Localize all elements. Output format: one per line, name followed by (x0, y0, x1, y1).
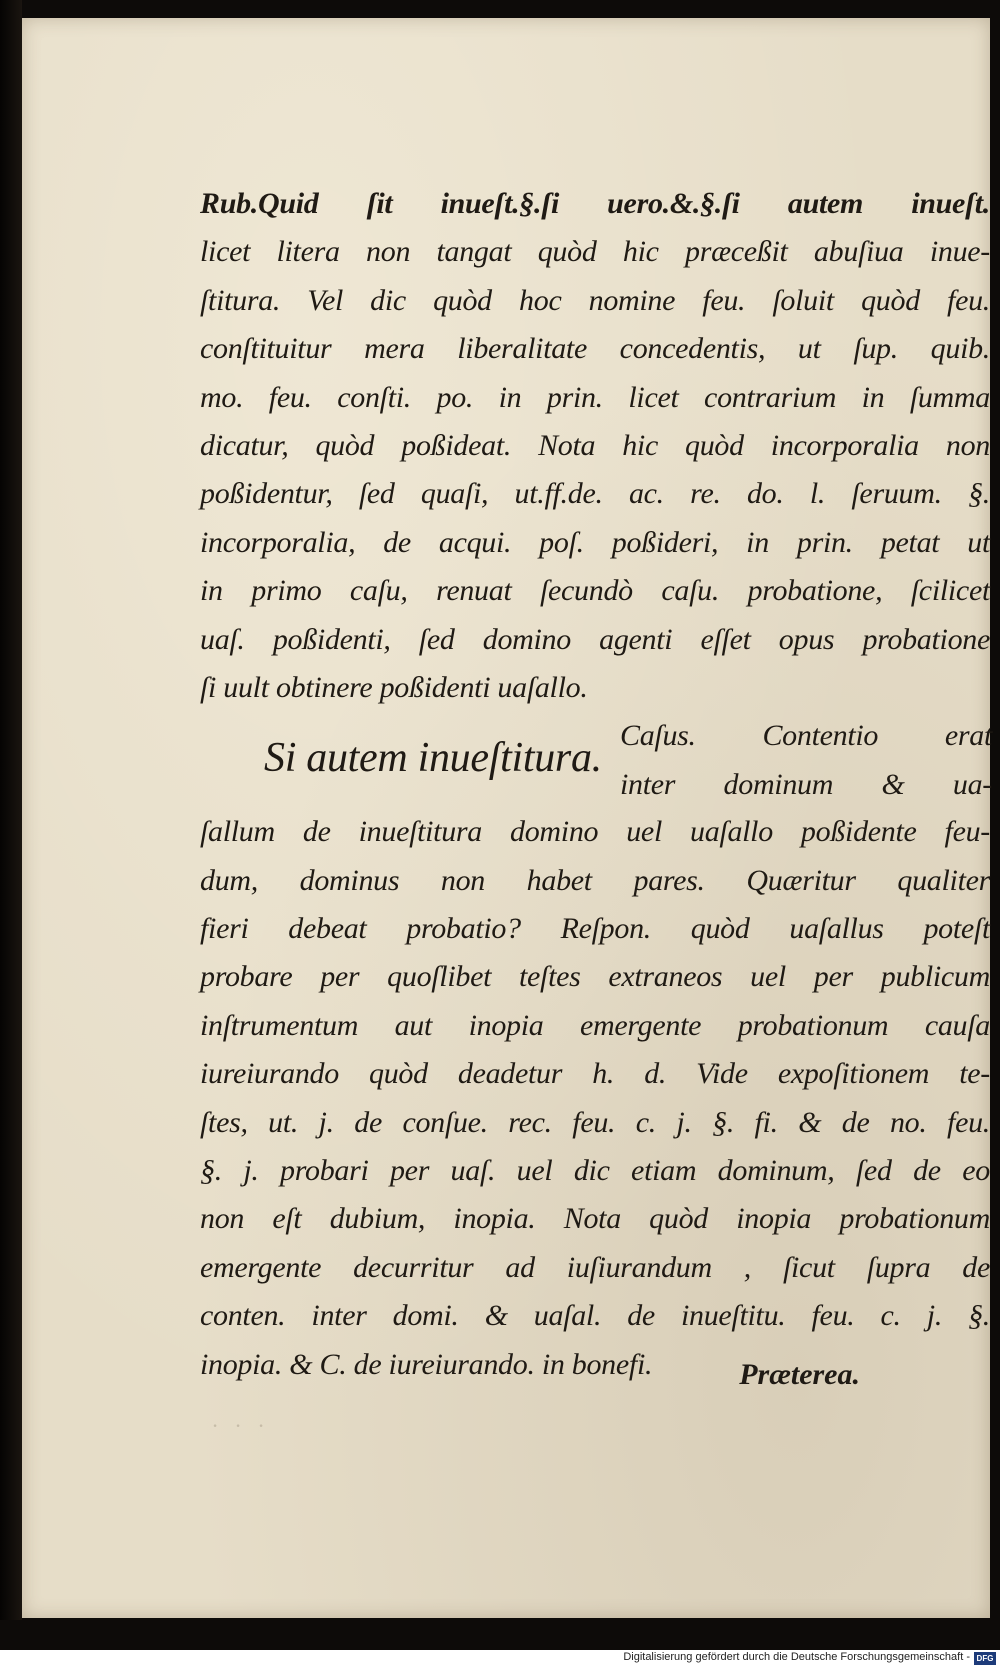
text-line: mo. feu. conſti. po. in prin. licet contrarium in ſumma (200, 380, 990, 414)
text-line: dum, dominus non habet pares. Quæritur qualiter (200, 863, 990, 897)
text-line: licet litera non tangat quòd hic præceßit abuſiua inue- (200, 235, 990, 269)
text-line: non eſt dubium, inopia. Nota quòd inopia probationum (200, 1202, 990, 1236)
show-through-ink: · · · (212, 1413, 270, 1438)
text-line: inopia. & C. de iureiurando. in bonefi. (200, 1347, 653, 1381)
text-line: ſtes, ut. j. de conſue. rec. feu. c. j. §. fi. & de no. feu. (200, 1105, 990, 1139)
text-line: ſi uult obtinere poßidenti uaſallo. (200, 670, 588, 704)
text-line: dicatur, quòd poßideat. Nota hic quòd incorporalia non (200, 428, 990, 462)
running-header: Rub.Quid ſit inueſt.§.ſi uero.&.§.ſi autem inueſt. (200, 187, 990, 220)
text-line: emergente decurritur ad iuſiurandum , ſicut ſupra de (200, 1250, 990, 1284)
digitization-footer (0, 1650, 1000, 1668)
text-line: conſtituitur mera liberalitate concedentis, ut ſup. quib. (200, 332, 990, 366)
text-line: ſallum de inueſtitura domino uel uaſallo poßidente feu- (200, 815, 990, 849)
text-line: poßidentur, ſed quaſi, ut.ff.de. ac. re. do. l. ſeruum. §. (200, 477, 990, 511)
text-line: in primo caſu, renuat ſecundò caſu. probatione, ſcilicet (200, 574, 990, 608)
text-line: uaſ. poßidenti, ſed domino agenti eſſet opus probatione (200, 622, 990, 656)
casus-intro (620, 712, 992, 809)
text-line: ſtitura. Vel dic quòd hoc nomine feu. ſoluit quòd feu. (200, 283, 990, 317)
rubric-heading (200, 712, 990, 808)
footer-credit: Digitalisierung gefördert durch die Deutsche Forschungsgemeinschaft - (623, 1651, 970, 1663)
text-line: iureiurando quòd deadetur h. d. Vide expoſitionem te- (200, 1057, 990, 1091)
paragraph-2 (200, 808, 990, 1389)
dfg-logo: DFG (974, 1652, 996, 1665)
paragraph-1 (200, 228, 990, 712)
text-line: conten. inter domi. & uaſal. de inueſtitu. feu. c. j. §. (200, 1299, 990, 1333)
book-page (22, 18, 990, 1618)
text-line: incorporalia, de acqui. poſ. poßideri, in prin. petat ut (200, 525, 990, 559)
text-line: inter dominum & ua- (620, 767, 992, 801)
lemma-heading: Si autem inueſtitura. (264, 735, 602, 782)
catchword: Præterea. (739, 1358, 860, 1391)
dark-scan-margin (0, 0, 22, 1620)
text-line: fieri debeat probatio? Reſpon. quòd uaſallus poteſt (200, 912, 990, 946)
text-line: Caſus. Contentio erat (620, 719, 992, 753)
page-text (200, 180, 990, 1389)
text-line: inſtrumentum aut inopia emergente probationum cauſa (200, 1008, 990, 1042)
text-line: §. j. probari per uaſ. uel dic etiam dominum, ſed de eo (200, 1154, 990, 1188)
text-line: probare per quoſlibet teſtes extraneos uel per publicum (200, 960, 990, 994)
